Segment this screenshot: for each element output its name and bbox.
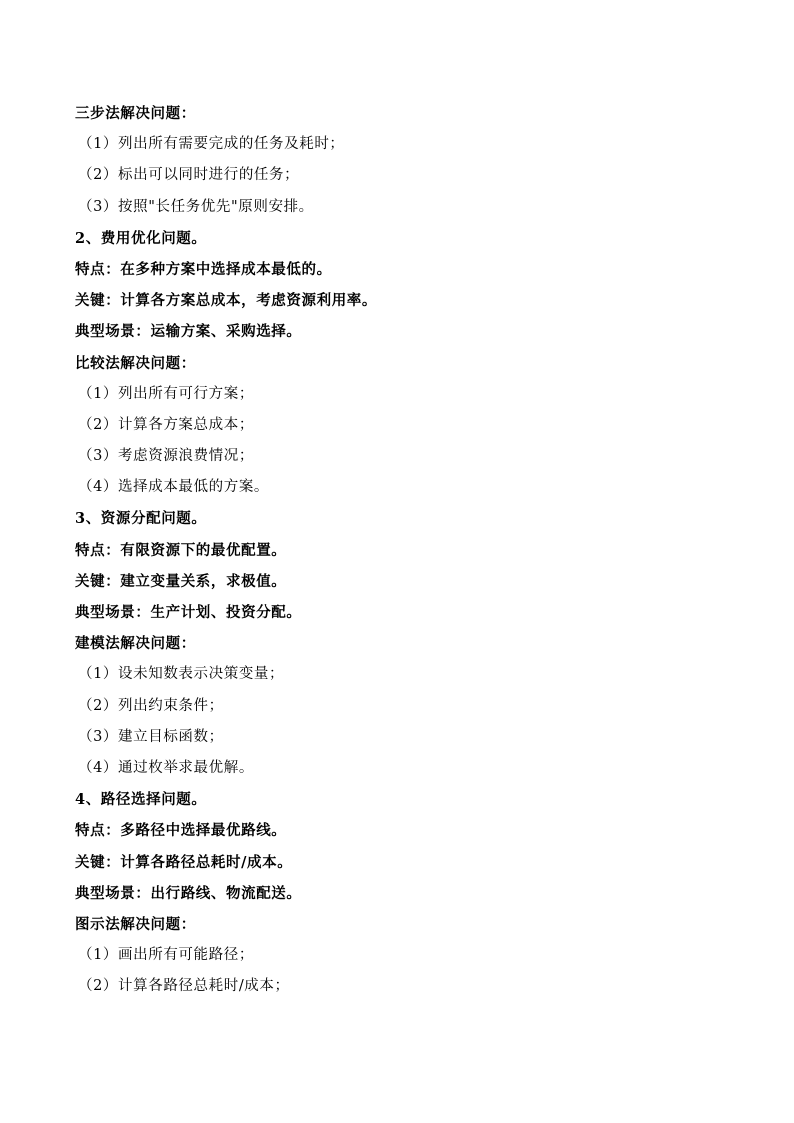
section-heading-three-step-method: 三步法解决问题： [75,105,196,122]
feature-line: 特点：有限资源下的最优配置。 [75,541,287,559]
scenario-line: 典型场景：运输方案、采购选择。 [75,323,302,341]
feature-line: 特点：多路径中选择最优路线。 [75,822,287,840]
list-item: （3）按照"长任务优先"原则安排。 [78,198,314,215]
list-item: （2）标出可以同时进行的任务； [78,167,300,184]
list-item: （2）计算各路径总耗时/成本； [78,978,290,995]
list-item: （3）考虑资源浪费情况； [78,448,254,465]
section-heading-modeling-method: 建模法解决问题： [75,635,196,653]
section-heading-diagram-method: 图示法解决问题： [75,915,196,933]
document-body [75,98,725,1002]
section-title-resource-allocation: 3、资源分配问题。 [75,510,207,528]
list-item: （2）列出约束条件； [78,697,224,714]
section-heading-comparison-method: 比较法解决问题： [75,354,196,372]
list-item: （4）选择成本最低的方案。 [78,479,270,496]
list-item: （4）通过枚举求最优解。 [78,759,254,776]
list-item: （1）设未知数表示决策变量； [78,666,285,683]
list-item: （1）列出所有可行方案； [78,385,254,402]
list-item: （1）画出所有可能路径； [78,947,254,964]
list-item: （2）计算各方案总成本； [78,416,254,433]
key-line: 关键：建立变量关系，求极值。 [75,572,287,590]
section-title-cost-optimization: 2、费用优化问题。 [75,229,207,247]
list-item: （3）建立目标函数； [78,728,224,745]
section-title-path-selection: 4、路径选择问题。 [75,791,207,809]
scenario-line: 典型场景：出行路线、物流配送。 [75,884,302,902]
scenario-line: 典型场景：生产计划、投资分配。 [75,604,302,621]
key-line: 关键：计算各方案总成本，考虑资源利用率。 [75,292,377,310]
list-item: （1）列出所有需要完成的任务及耗时； [78,136,345,153]
feature-line: 特点：在多种方案中选择成本最低的。 [75,260,332,278]
key-line: 关键：计算各路径总耗时/成本。 [75,853,293,871]
